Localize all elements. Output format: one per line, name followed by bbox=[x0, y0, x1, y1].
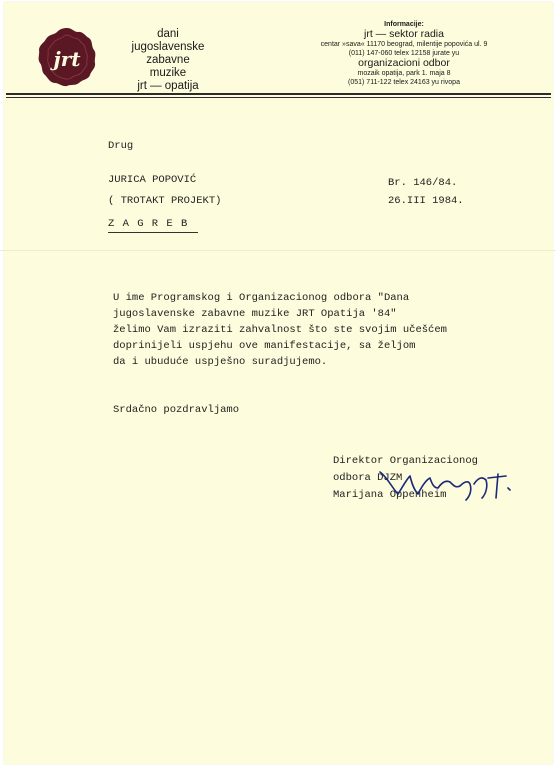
event-line: muzike bbox=[149, 67, 187, 79]
logo-text: jrt bbox=[53, 47, 81, 71]
recipient-city: Z A G R E B bbox=[108, 218, 189, 230]
recipient-name: JURICA POPOVIĆ bbox=[108, 174, 197, 186]
address-opatija: mozaik opatija, park 1. maja 8 bbox=[357, 70, 451, 77]
recipient-org: ( TROTAKT PROJEKT) bbox=[108, 195, 222, 207]
address-belgrade: centar »sava« 11170 beograd, milentije popovića ul. 9 bbox=[320, 41, 488, 48]
org-committee: organizacioni odbor bbox=[358, 57, 450, 69]
body-line: želimo Vam izraziti zahvalnost što ste svojim učešćem bbox=[113, 324, 447, 336]
event-line: zabavne bbox=[146, 54, 190, 66]
closing: Srdačno pozdravljamo bbox=[113, 404, 240, 416]
event-line: jrt — opatija bbox=[137, 80, 199, 92]
event-line: jugoslavenske bbox=[131, 41, 205, 53]
org-radio: jrt — sektor radia bbox=[364, 28, 444, 40]
body-line: doprinijeli uspjehu ove manifestacije, sa željom bbox=[113, 340, 416, 352]
body-line: U ime Programskog i Organizacionog odbora "Dana bbox=[113, 292, 410, 304]
body-line: jugoslavenske zabavne muzike JRT Opatija '84" bbox=[113, 308, 397, 320]
letterhead-contact bbox=[274, 20, 534, 87]
salutation: Drug bbox=[108, 140, 134, 152]
phone-opatija: (051) 711-122 telex 24163 yu rivopa bbox=[348, 79, 460, 86]
letterhead-rule-thin bbox=[6, 97, 551, 98]
signer-title: Direktor Organizacionog bbox=[333, 455, 478, 467]
city-underline bbox=[108, 232, 198, 233]
reference-number: Br. 146/84. bbox=[388, 177, 458, 189]
event-line: dani bbox=[157, 28, 179, 40]
signer-name: Marijana Oppenheim bbox=[333, 489, 447, 501]
letterhead-rule bbox=[6, 93, 551, 95]
info-label: Informacije: bbox=[384, 21, 424, 28]
letter-date: 26.III 1984. bbox=[388, 195, 464, 207]
signer-committee: odbora DJZM bbox=[333, 472, 403, 484]
handwritten-signature bbox=[370, 458, 520, 508]
letter-paper bbox=[4, 2, 553, 764]
paper-fold bbox=[0, 250, 556, 251]
phone-belgrade: (011) 147-060 telex 12158 jurate yu bbox=[348, 50, 460, 57]
body-line: da i ubuduće uspješno suradjujemo. bbox=[113, 356, 328, 368]
jrt-logo-seal bbox=[36, 26, 98, 88]
letterhead-event-name bbox=[98, 28, 238, 93]
